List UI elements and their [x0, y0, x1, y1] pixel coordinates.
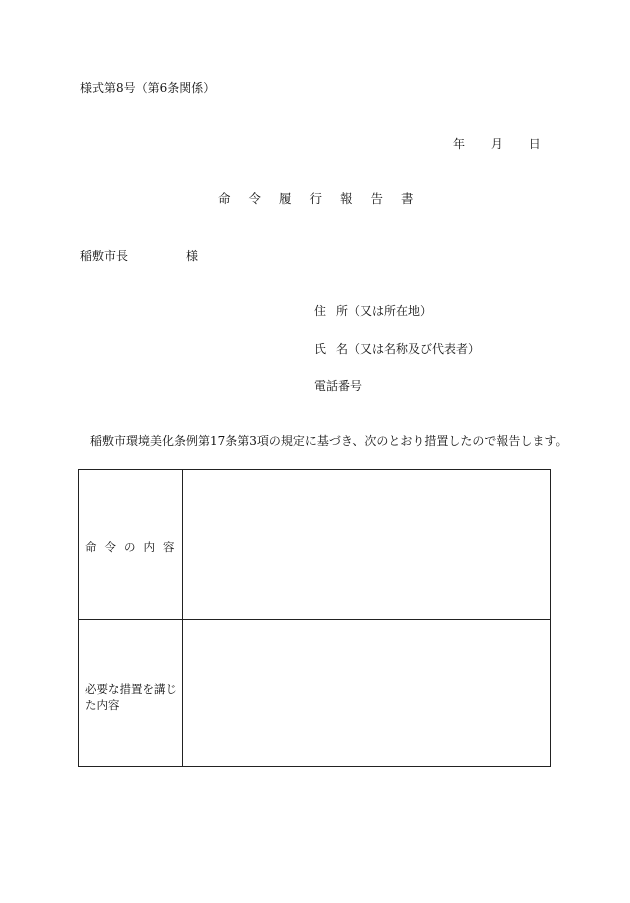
document-title: 命令履行報告書: [218, 191, 432, 206]
form-number: 様式第8号（第6条関係）: [80, 81, 216, 95]
order-content-label-cell: [79, 470, 183, 619]
date-month-label: 月: [490, 137, 503, 151]
date-year-label: 年: [453, 137, 466, 151]
name-label-part1: 氏: [314, 342, 327, 356]
name-label-part2: 名（又は名称及び代表者）: [336, 342, 481, 356]
measures-taken-label: 必要な措置を講じた内容: [85, 682, 177, 712]
measures-taken-field[interactable]: [183, 619, 550, 766]
order-content-label: 命令の内容: [85, 540, 183, 554]
body-text: 稲敷市環境美化条例第17条第3項の規定に基づき、次のとおり措置したので報告します。: [90, 434, 568, 448]
date-line: [453, 138, 541, 150]
reporter-name-label: [314, 343, 480, 355]
measures-taken-label-cell: [79, 619, 183, 766]
reporter-phone-label: 電話番号: [314, 379, 363, 393]
reporter-address-label: [314, 305, 432, 317]
addressee-honorific: 様: [186, 249, 199, 263]
addressee-name: 稲敷市長: [80, 249, 129, 263]
order-content-field[interactable]: [183, 470, 550, 619]
report-table: [78, 469, 551, 767]
table-row-order-content: [79, 470, 550, 620]
date-day-label: 日: [528, 137, 541, 151]
address-label-part1: 住: [314, 304, 327, 318]
addressee: [80, 250, 198, 262]
address-label-part2: 所（又は所在地）: [336, 304, 433, 318]
table-row-measures-taken: [79, 619, 550, 766]
